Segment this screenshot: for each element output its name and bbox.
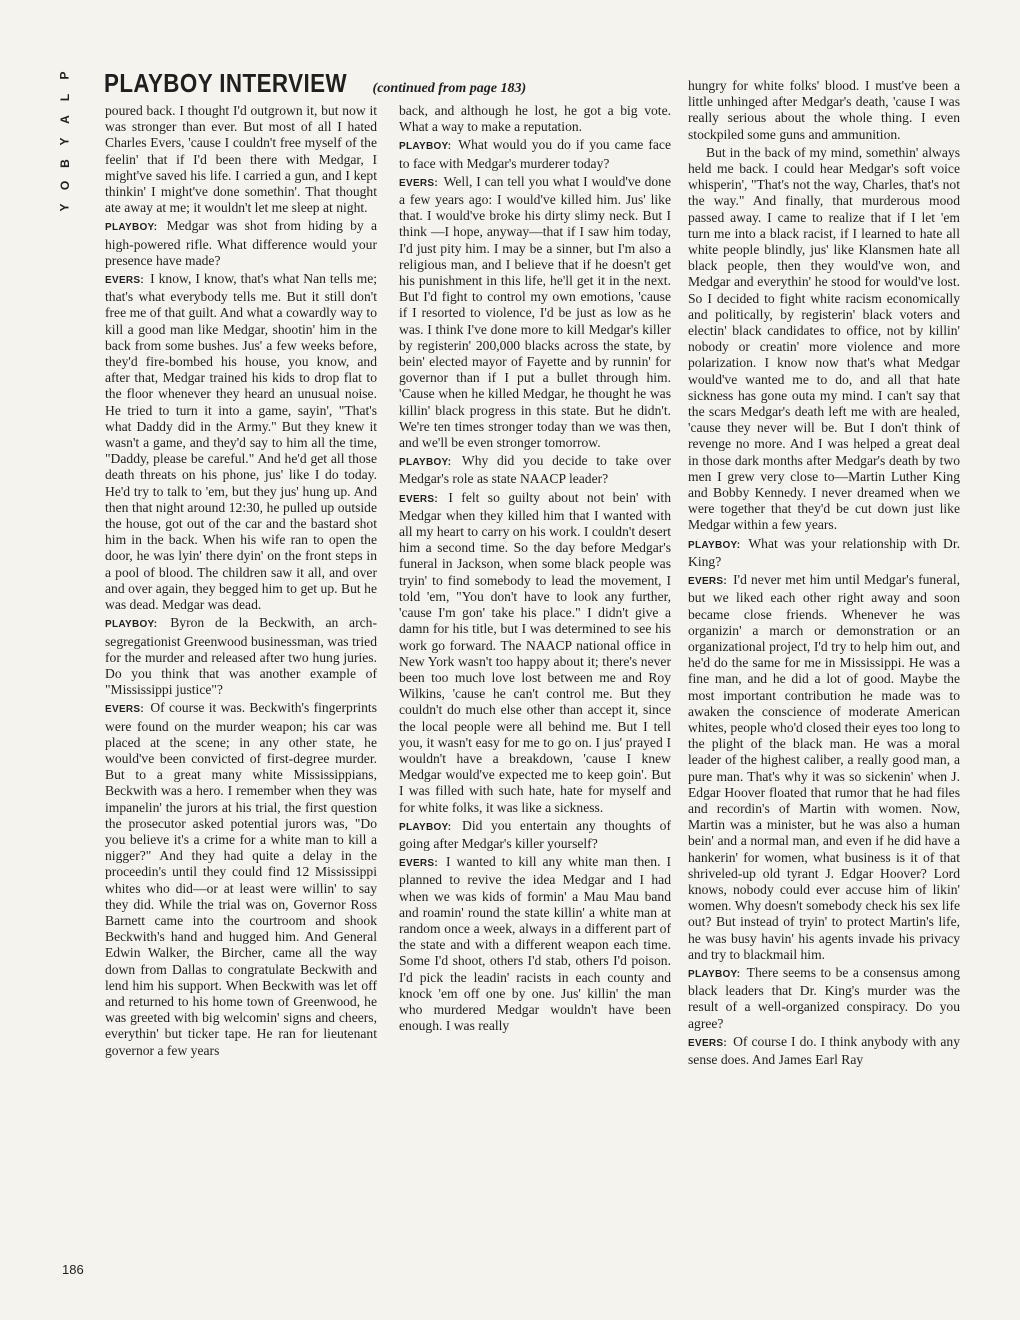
speaker-label: PLAYBOY: [105, 619, 158, 631]
paragraph-text: poured back. I thought I'd outgrown it, but now it was stronger than ever. But most of all I hated Charles Evers, 'cause I couldn't free myself of the feelin' that if I'd been there with Medgar, I might've saved his life. I carried a gun, and I kept thinkin' I might've done somethin'. That thought ate away at me; it wouldn't let me sleep at night. [105, 103, 377, 216]
paragraph-text: back, and although he lost, he got a big vote. What a way to make a reputation. [399, 103, 671, 135]
body-paragraph [688, 78, 960, 143]
interview-paragraph [105, 271, 377, 613]
interview-paragraph [105, 218, 377, 269]
speaker-label: EVERS: [688, 576, 728, 588]
body-paragraph [105, 103, 377, 216]
continued-note: (continued from page 183) [372, 81, 527, 96]
speaker-label: EVERS: [399, 858, 439, 870]
interview-paragraph [399, 490, 671, 816]
paragraph-text: hungry for white folks' blood. I must've been a little unhinged after Medgar's death, 'cause I was really serious about the whole thing. I even stockpiled some guns and ammunition. [688, 78, 960, 142]
paragraph-text: Medgar was shot from hiding by a high-powered rifle. What difference would your presence have made? [105, 218, 377, 268]
body-paragraph [688, 145, 960, 534]
header-title: PLAYBOY INTERVIEW [104, 68, 347, 98]
paragraph-text: I wanted to kill any white man then. I planned to revive the idea Medgar and I had when we was kids of formin' a Mau Mau band and roamin' round the state killin' a white man at random once a week, always in a different part of the state and with a different weapon each time. Some I'd shoot, others I'd stab, others I'd poison. I'd pick the leadin' racists in each county and knock 'em off one by one. Jus' killin' the man who murdered Medgar wouldn't have been enough. I was really [399, 854, 671, 1034]
paragraph-text: Of course it was. Beckwith's fingerprints were found on the murder weapon; his car was placed at the scene; in any other state, he would've been convicted of first-degree murder. But to a great many white Mississippians, Beckwith was a hero. I remember when they was impanelin' the jurors at his trial, the first question the prosecutor asked potential jurors was, "Do you believe it's a crime for a white man to kill a nigger?" And they had quite a delay in the proceedin's until they could find 12 Mississippi whites who did—or at least were willin' to say they did. While the trial was on, Governor Ross Barnett came into the courtroom and shook Beckwith's hand and hugged him. And General Edwin Walker, the Bircher, came all the way down from Dallas to congratulate Beckwith and lend him his support. When Beckwith was let off and returned to his home town of Greenwood, he was greeted with big welcomin' signs and cheers, everythin' but ticker tape. He ran for lieutenant governor a few years [105, 700, 377, 1058]
interview-paragraph [688, 965, 960, 1032]
side-letter: Y [57, 136, 72, 146]
speaker-label: PLAYBOY: [688, 968, 741, 980]
interview-paragraph [399, 174, 671, 451]
speaker-label: EVERS: [105, 275, 145, 287]
paragraph-text: I know, I know, that's what Nan tells me; that's what everybody tells me. But it still don't free me of that guilt. And what a cowardly way to kill a good man like Medgar, shootin' him in the back from some bushes. Jus' a few weeks before, they'd fire-bombed his house, you know, and after that, Medgar trained his kids to drop flat to the floor whenever they heard an unusual noise. He tried to turn it into a game, sayin', "That's what Daddy did in the Army." But they knew it wasn't a game, and they'd say to him all the time, "Daddy, please be careful." And he'd get all those death threats on his phone, jus' like I do today. He'd try to talk to 'em, but they jus' hung up. And then that night around 12:30, he pulled up outside the house, got out of the car and the bastard shot him in the back. When his wife ran to open the door, he was lyin' there dyin' on the front steps in a pool of blood. The children saw it all, and over and over again, they begged him to get up. But he was dead. Medgar was dead. [105, 271, 377, 613]
body-paragraph [399, 103, 671, 135]
speaker-label: PLAYBOY: [399, 821, 452, 833]
article-header [104, 68, 526, 102]
interview-paragraph [688, 572, 960, 963]
paragraph-text: Did you entertain any thoughts of going after Medgar's killer yourself? [399, 817, 671, 851]
speaker-label: EVERS: [688, 1037, 728, 1049]
text-column-2 [399, 103, 671, 1283]
paragraph-text: Why did you decide to take over Medgar's role as state NAACP leader? [399, 453, 671, 487]
speaker-label: PLAYBOY: [105, 222, 158, 234]
text-column-3 [688, 78, 960, 1258]
interview-paragraph [399, 137, 671, 171]
paragraph-text: But in the back of my mind, somethin' always held me back. I could hear Medgar's soft voice whisperin', "That's not the way, Charles, that's not the way." And finally, that murderous mood passed away. I came to realize that if I let 'em turn me into a black racist, if I learned to hate all white people blindly, jus' like Klansmen hate all black people, then they would've won, and Medgar and everythin' he stood for would've lost. So I decided to fight white racism economically and politically, by registerin' black voters and electin' black candidates to office, not by killin' nobody or creatin' more violence and more polarization. I know now that's what Medgar would've wanted me to do, and all that hate sickness has gone outa my mind. I can't say that the scars Medgar's death left me with are healed, 'cause they never will be. But I don't think of revenge no more. And I was helped a great deal in those dark months after Medgar's death by two men I grew very close to—Martin Luther King and Bobby Kennedy. I never dreamed when we were together that they'd be cut down just like Medgar within a few years. [688, 144, 960, 533]
paragraph-text: Byron de la Beckwith, an arch-segregationist Greenwood businessman, was tried for the murder and released after two hung juries. Do you think that was another example of "Mississippi justice"? [105, 615, 377, 698]
interview-paragraph [105, 615, 377, 698]
speaker-label: PLAYBOY: [399, 141, 452, 153]
paragraph-text: Well, I can tell you what I would've done a few years ago: I would've killed him. Jus' like that. I would've broke his dirty slimy neck. But I think —I hope, anyway—that if I saw him today, I'd just pity him. I may be a sinner, but I'm also a religious man, and I believe that if he doesn't get his punishment in this life, he'll get it in the next. But I'd fight to control my own emotions, 'cause if I resorted to violence, I'd be just as low as he was. I think I've done more to kill Medgar's killer by registerin' 200,000 blacks across the state, by bein' elected mayor of Fayette and by runnin' for governor than if I put a bullet through him. 'Cause when he killed Medgar, he thought he was killin' black progress in this state. But he didn't. We're ten times stronger today than we was then, and we'll be even stronger tomorrow. [399, 173, 671, 451]
interview-paragraph [688, 1034, 960, 1068]
interview-paragraph [399, 453, 671, 487]
side-letter: B [57, 158, 72, 168]
text-column-1 [105, 103, 377, 1283]
interview-paragraph [399, 854, 671, 1034]
speaker-label: EVERS: [105, 704, 145, 716]
speaker-label: EVERS: [399, 493, 439, 505]
paragraph-text: I felt so guilty about not bein' with Medgar when they killed him that I wanted with all my heart to carry on his work. I couldn't desert him a second time. So the day before Medgar's funeral in Jackson, when some black people was tryin' to find somebody to lead the movement, I told 'em, "You don't have to look any further, 'cause I'm gon' take his place." I didn't give a damn for his title, but I was determined to see his work go forward. The NAACP national office in New York wasn't too happy about it; there's never been too much love lost between me and Roy Wilkins, 'cause he can't control me. But they couldn't do much else other than accept it, since the local people were all behind me. But I tell you, it wasn't easy for me to go on. I jus' prayed I wouldn't have a breakdown, 'cause I knew Medgar would've expected me to keep goin'. But I was filled with such hate, hate for myself and for white folks, it was like a sickness. [399, 489, 671, 815]
side-letter: P [57, 70, 72, 80]
side-letter: A [57, 114, 72, 124]
speaker-label: PLAYBOY: [399, 457, 452, 469]
speaker-label: PLAYBOY: [688, 539, 741, 551]
side-letter: L [58, 92, 72, 102]
paragraph-text: What would you do if you came face to face with Medgar's murderer today? [399, 137, 671, 171]
paragraph-text: What was your relationship with Dr. King? [688, 535, 960, 569]
paragraph-text: Of course I do. I think anybody with any sense does. And James Earl Ray [688, 1033, 960, 1067]
paragraph-text: I'd never met him until Medgar's funeral, but we liked each other right away and soon became close friends. Whenever he was organizin' a march or demonstration or an organizational project, I'd try to help him out, and he'd do the same for me in Mississippi. He was a fine man, and he did a lot of good. Maybe the most important contribution he made was to awaken the conscience of moderate American whites, people who'd closed their eyes too long to the plight of the black man. He was a moral leader of the highest caliber, a really good man, a pure man. That's why it was so sickenin' when J. Edgar Hoover floated that rumor that he had files and recordin's of Martin with women. Now, Martin was a minister, but he was also a human bein' and a normal man, and even if he did have a hankerin' for women, what business is it of that shriveled-up old tyrant J. Edgar Hoover? Lord knows, nobody could ever accuse him of likin' women. Why doesn't somebody check his sex life out? But instead of tryin' to protect Martin's life, he was busy havin' his agents invade his privacy and try to blackmail him. [688, 572, 960, 962]
side-letter: O [58, 179, 72, 191]
page-number: 186 [62, 1262, 84, 1277]
magazine-side-logo [54, 66, 76, 226]
speaker-label: EVERS: [399, 177, 439, 189]
interview-paragraph [105, 700, 377, 1058]
interview-paragraph [688, 536, 960, 570]
interview-paragraph [399, 818, 671, 852]
side-letter: Y [57, 202, 72, 212]
paragraph-text: There seems to be a consensus among black leaders that Dr. King's murder was the result of a well-organized conspiracy. Do you agree? [688, 964, 960, 1031]
